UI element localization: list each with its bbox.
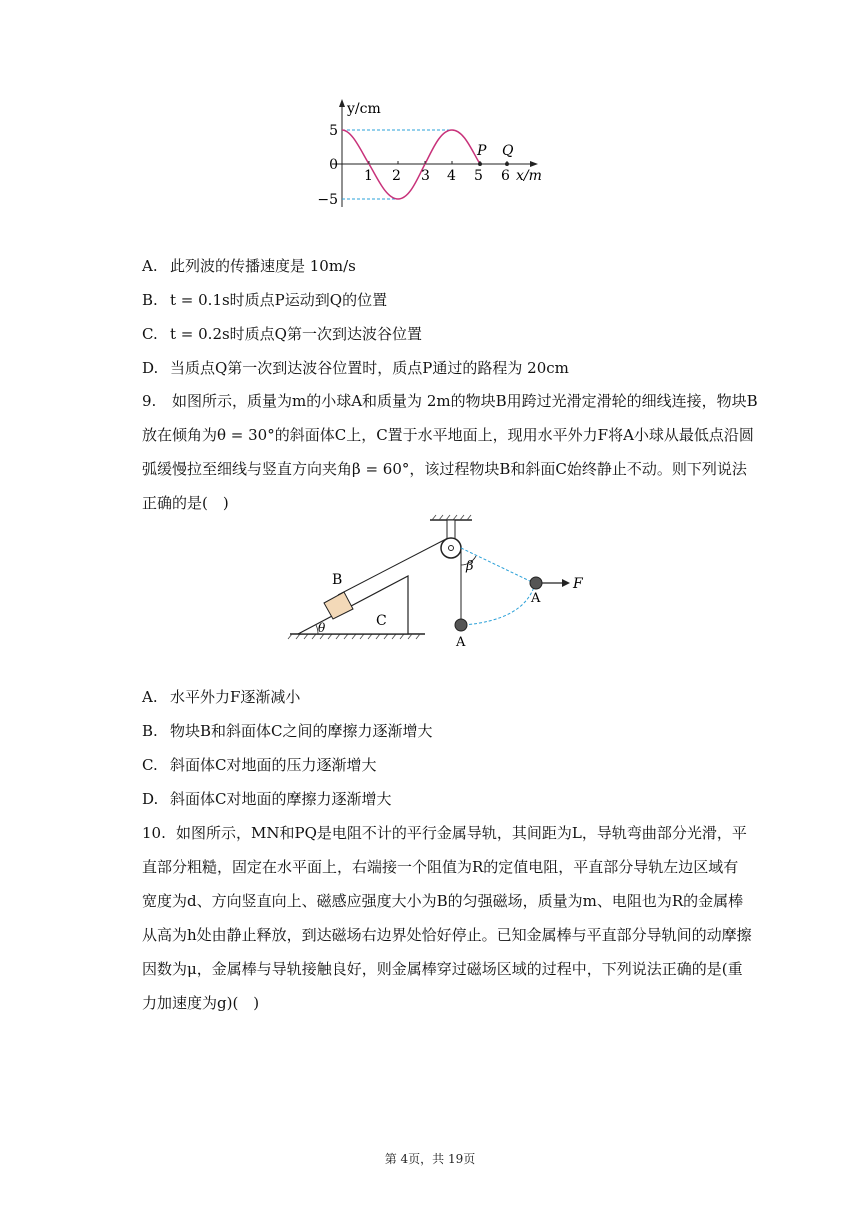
q9-option-c: C. 斜面体C对地面的压力逐渐增大 <box>142 756 377 774</box>
label-beta: β <box>466 559 474 574</box>
q10-line-6: 力加速度为g)( ) <box>142 994 260 1012</box>
q9-figure <box>280 515 600 650</box>
q10-line-2: 直部分粗糙，固定在水平面上，右端接一个阻值为R的定值电阻，平直部分导轨左边区域有 <box>142 858 739 876</box>
label-theta: θ <box>318 621 326 635</box>
q10-line-5: 因数为μ，金属棒与导轨接触良好，则金属棒穿过磁场区域的过程中，下列说法正确的是(重 <box>142 960 743 978</box>
x-tick-5: 5 <box>474 168 483 184</box>
q10-line-4: 从高为h处由静止释放，到达磁场右边界处恰好停止。已知金属棒与平直部分导轨间的动摩擦 <box>142 926 752 944</box>
label-b: B <box>332 572 343 588</box>
q10-line-1: 10. 如图所示，MN和PQ是电阻不计的平行金属导轨，其间距为L，导轨弯曲部分光滑，平 <box>142 824 747 842</box>
point-q-label: Q <box>502 143 514 159</box>
q10-line-3: 宽度为d、方向竖直向上、磁感应强度大小为B的匀强磁场，质量为m、电阻也为R的金属棒 <box>142 892 744 910</box>
y-tick-minus5: −5 <box>317 192 338 208</box>
pulley-support <box>447 520 455 540</box>
q8-option-c: C. t = 0.2s时质点Q第一次到达波谷位置 <box>142 325 422 343</box>
y-axis-label: y/cm <box>347 101 381 117</box>
label-f: F <box>573 576 583 592</box>
wave-figure <box>317 95 550 215</box>
q8-option-d: D. 当质点Q第一次到达波谷位置时，质点P通过的路程为 20cm <box>142 359 569 377</box>
x-tick-3: 3 <box>421 168 430 184</box>
ball-a-displaced <box>530 577 542 589</box>
label-a-bottom: A <box>456 635 466 650</box>
x-tick-6: 6 <box>501 168 510 184</box>
q9-line-2: 放在倾角为θ = 30°的斜面体C上，C置于水平地面上，现用水平外力F将A小球从最低点沿圆 <box>142 426 754 444</box>
point-p-label: P <box>477 143 487 159</box>
q9-line-4: 正确的是( ) <box>142 494 229 512</box>
x-tick-2: 2 <box>392 168 401 184</box>
point-q <box>505 162 509 166</box>
y-tick-0: 0 <box>329 157 338 173</box>
q9-option-a: A. 水平外力F逐渐减小 <box>142 688 301 706</box>
point-p <box>478 162 482 166</box>
x-tick-1: 1 <box>364 168 373 184</box>
x-axis-label: x/m <box>516 168 542 184</box>
q10-number: 10. <box>142 824 166 842</box>
q9-line-1: 9. 如图所示，质量为m的小球A和质量为 2m的物块B用跨过光滑定滑轮的细线连接，物块B <box>142 392 758 410</box>
pulley-axle <box>449 546 454 551</box>
force-arrowhead <box>562 579 570 587</box>
q9-number: 9. <box>142 392 157 410</box>
x-axis-arrow <box>530 161 538 167</box>
wedge-c <box>298 576 408 634</box>
label-a-displaced: A <box>531 591 541 606</box>
y-tick-5: 5 <box>329 123 338 139</box>
swing-arc <box>464 587 534 625</box>
q8-option-b: B. t = 0.1s时质点P运动到Q的位置 <box>142 291 388 309</box>
y-axis-arrow <box>339 99 345 107</box>
ball-a-bottom <box>455 619 467 631</box>
page-footer: 第 4页，共 19页 <box>384 1152 476 1166</box>
q8-option-a: A. 此列波的传播速度是 10m/s <box>142 257 356 275</box>
q9-option-d: D. 斜面体C对地面的摩擦力逐渐增大 <box>142 790 392 808</box>
x-tick-4: 4 <box>447 168 456 184</box>
label-c: C <box>376 613 387 629</box>
q9-line-3: 弧缓慢拉至细线与竖直方向夹角β = 60°，该过程物块B和斜面C始终静止不动。则下列说法 <box>142 460 747 478</box>
q9-option-b: B. 物块B和斜面体C之间的摩擦力逐渐增大 <box>142 722 433 740</box>
